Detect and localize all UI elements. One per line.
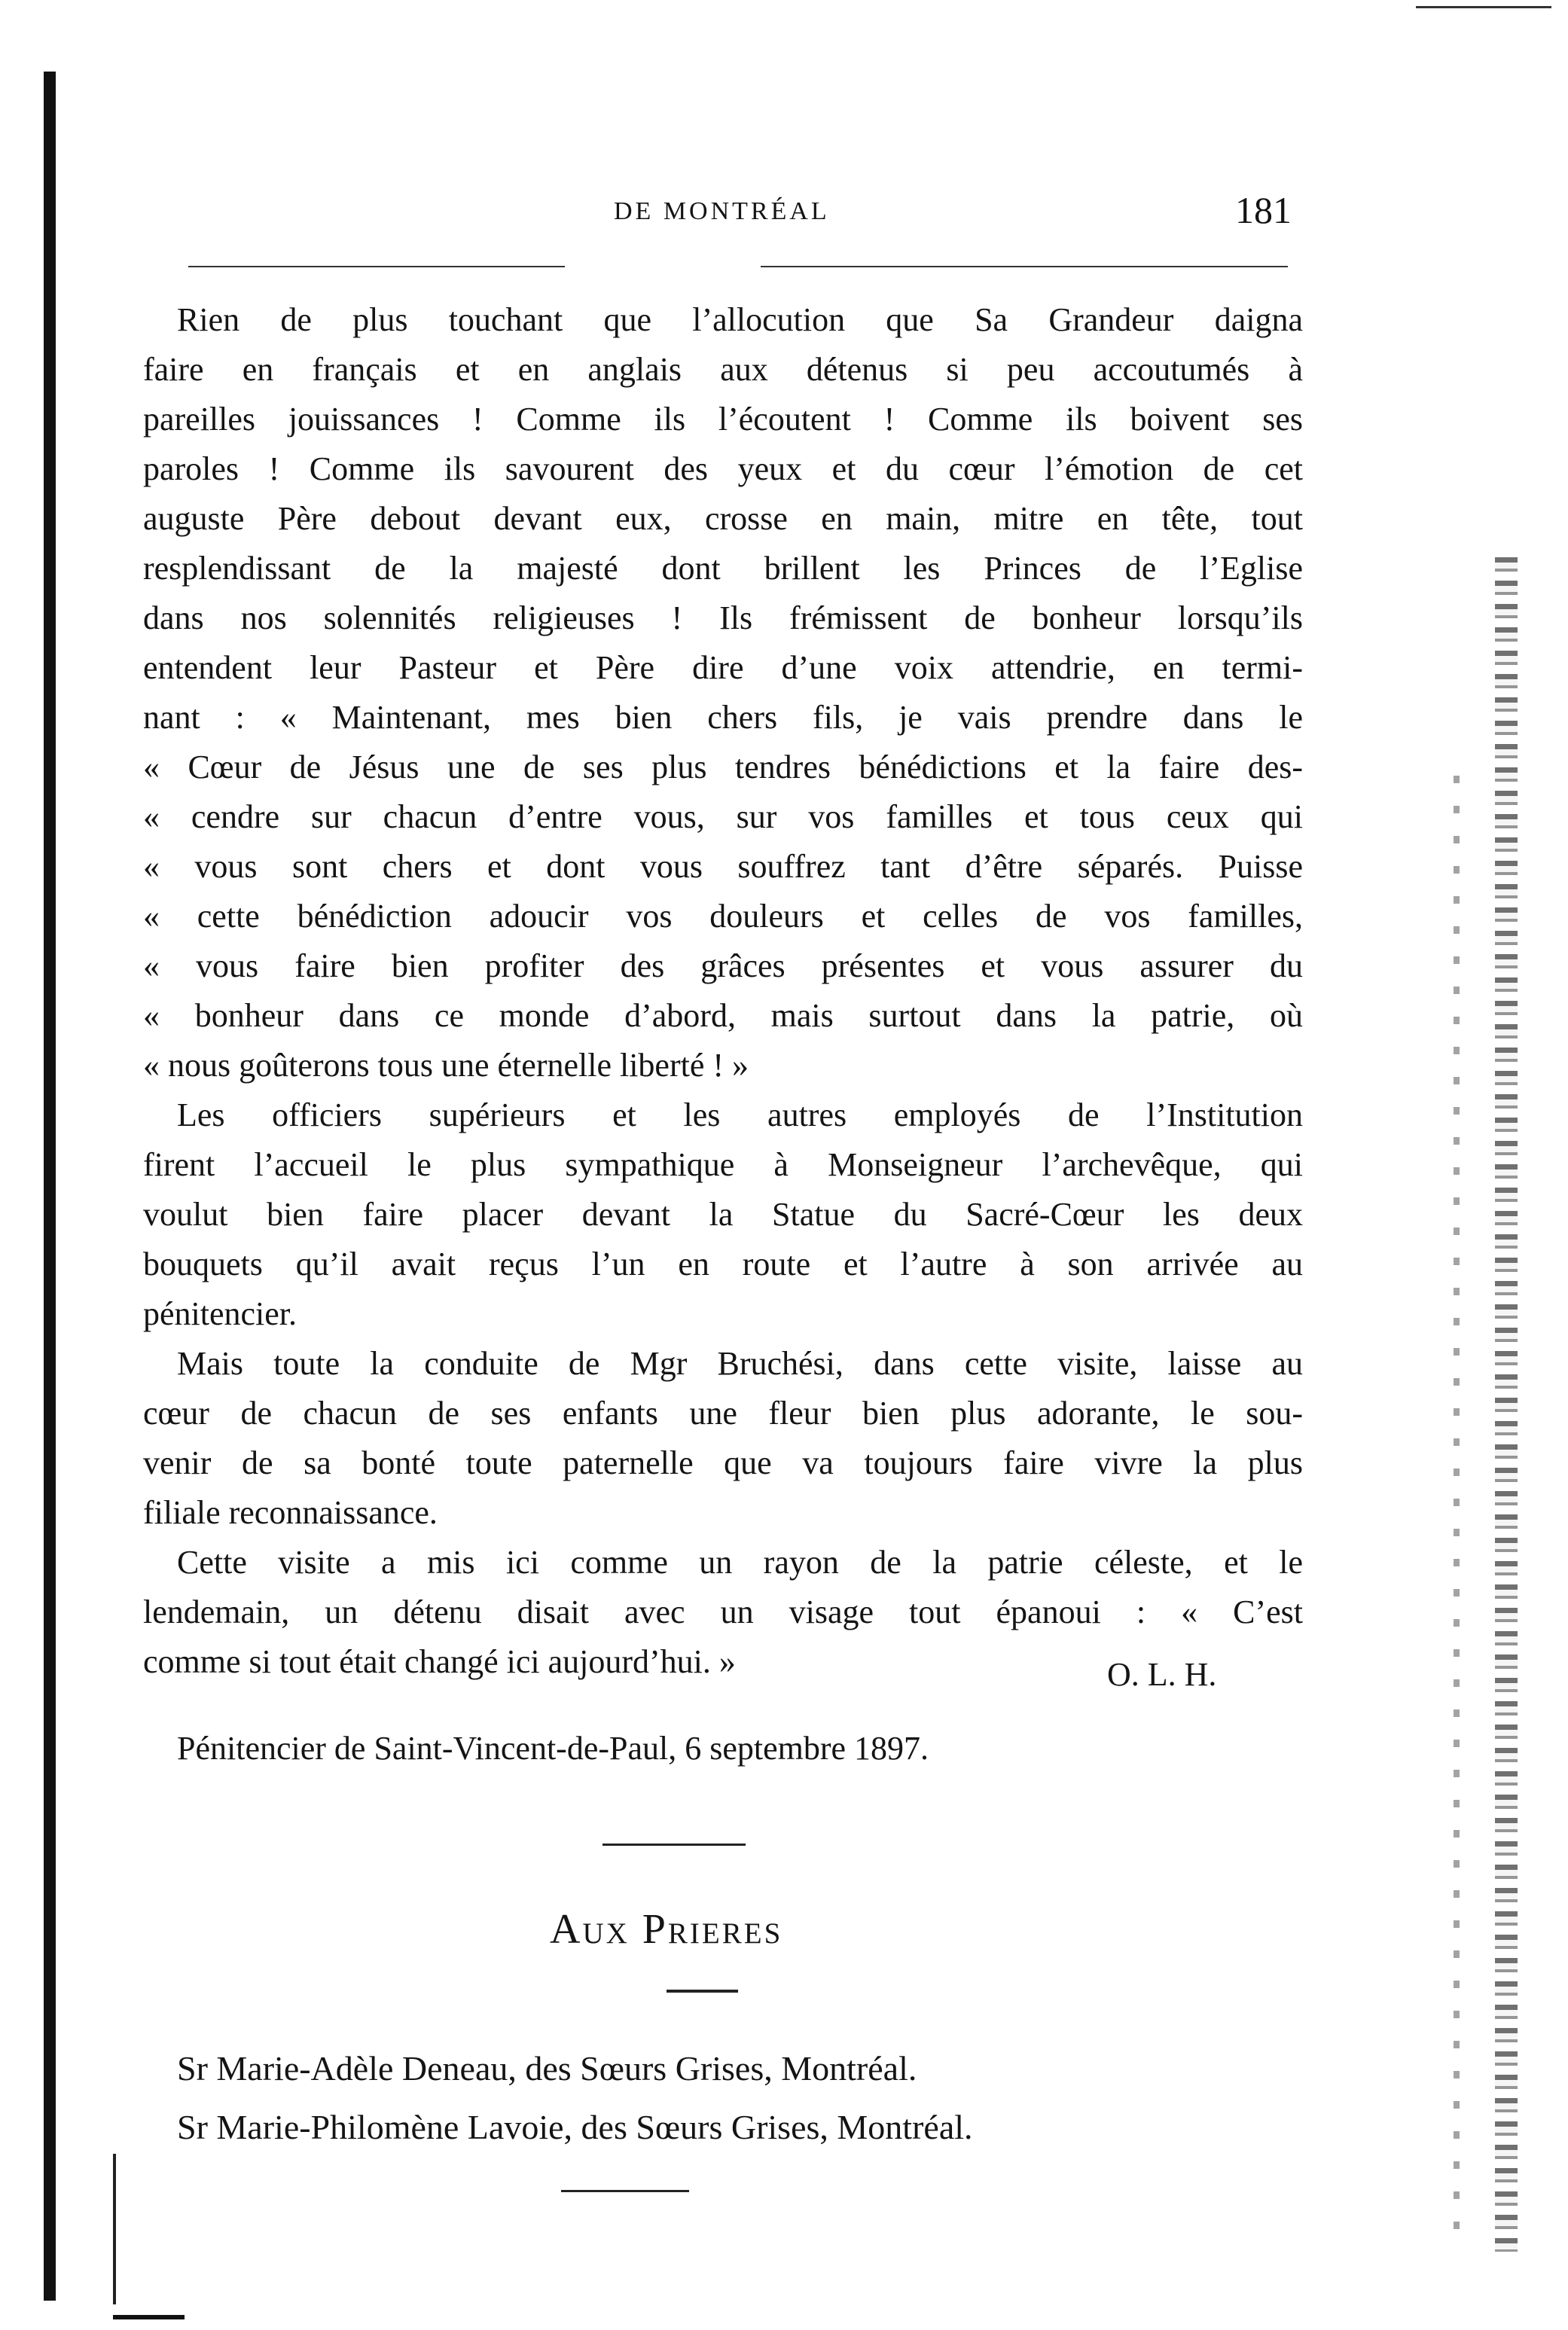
scan-edge-bottom [113,2315,185,2319]
text-line: nant : « Maintenant, mes bien chers fils, je vais prendre dans le [143,699,1303,736]
text-line: Cette visite a mis ici comme un rayon de la patrie céleste, et le [177,1544,1303,1581]
header-rule-right [761,266,1288,267]
text-line: bouquets qu’il avait reçus l’un en route et l’autre à son arrivée au [143,1246,1303,1282]
scan-edge-left-thin [113,2154,116,2304]
text-line: Rien de plus touchant que l’allocution que Sa Grandeur daigna [177,301,1303,338]
text-line: auguste Père debout devant eux, crosse en main, mitre en tête, tout [143,500,1303,537]
prayer-list-item: Sr Marie-Philomène Lavoie, des Sœurs Grises, Montréal. [177,2108,973,2146]
page-number: 181 [1235,189,1292,231]
text-line: « nous goûterons tous une éternelle liberté ! » [143,1047,749,1084]
closing-separator-rule [561,2190,689,2192]
body-text [143,295,1303,1687]
scan-edge-right-inner [1454,776,1460,2252]
text-line: « cette bénédiction adoucir vos douleurs et celles de vos familles, [143,898,1303,935]
text-line: Les officiers supérieurs et les autres employés de l’Institution [177,1096,1303,1133]
text-line: pareilles jouissances ! Comme ils l’écoutent ! Comme ils boivent ses [143,401,1303,438]
text-line: comme si tout était changé ici aujourd’hui. » [143,1643,736,1680]
title-underline-rule [667,1990,738,1993]
text-line: resplendissant de la majesté dont brillent les Princes de l’Eglise [143,550,1303,587]
text-line: lendemain, un détenu disait avec un visage tout épanoui : « C’est [143,1593,1303,1630]
text-line: venir de sa bonté toute paternelle que va toujours faire vivre la plus [143,1444,1303,1481]
text-line: « vous sont chers et dont vous souffrez tant d’être séparés. Puisse [143,848,1303,885]
header-rule-left [188,266,565,267]
place-date-line: Pénitencier de Saint-Vincent-de-Paul, 6 septembre 1897. [177,1730,929,1767]
text-line: filiale reconnaissance. [143,1494,438,1531]
text-line: pénitencier. [143,1295,297,1332]
text-line: cœur de chacun de ses enfants une fleur bien plus adorante, le sou- [143,1395,1303,1432]
text-line: « vous faire bien profiter des grâces présentes et vous assurer du [143,947,1303,984]
text-line: faire en français et en anglais aux détenus si peu accoutumés à [143,351,1303,388]
text-line: firent l’accueil le plus sympathique à Monseigneur l’archevêque, qui [143,1146,1303,1183]
scan-edge-top [1416,6,1551,8]
signature-initials: O. L. H. [1107,1656,1217,1693]
text-line: « bonheur dans ce monde d’abord, mais surtout dans la patrie, où [143,997,1303,1034]
prayer-list-item: Sr Marie-Adèle Deneau, des Sœurs Grises, Montréal. [177,2049,917,2088]
prayer-list [177,2039,973,2157]
scan-edge-left [44,72,56,2301]
text-line: voulut bien faire placer devant la Statue du Sacré-Cœur les deux [143,1196,1303,1233]
text-line: paroles ! Comme ils savourent des yeux et du cœur l’émotion de cet [143,450,1303,487]
text-line: Mais toute la conduite de Mgr Bruchési, dans cette visite, laisse au [177,1345,1303,1382]
section-title: Aux Prieres [550,1906,783,1953]
text-line: « Cœur de Jésus une de ses plus tendres bénédictions et la faire des- [143,749,1303,785]
section-separator-rule [602,1844,746,1846]
text-line: entendent leur Pasteur et Père dire d’une voix attendrie, en termi- [143,649,1303,686]
running-head: DE MONTRÉAL [614,197,830,225]
text-line: dans nos solennités religieuses ! Ils frémissent de bonheur lorsqu’ils [143,599,1303,636]
scan-edge-right [1495,557,1518,2252]
text-line: « cendre sur chacun d’entre vous, sur vos familles et tous ceux qui [143,798,1303,835]
